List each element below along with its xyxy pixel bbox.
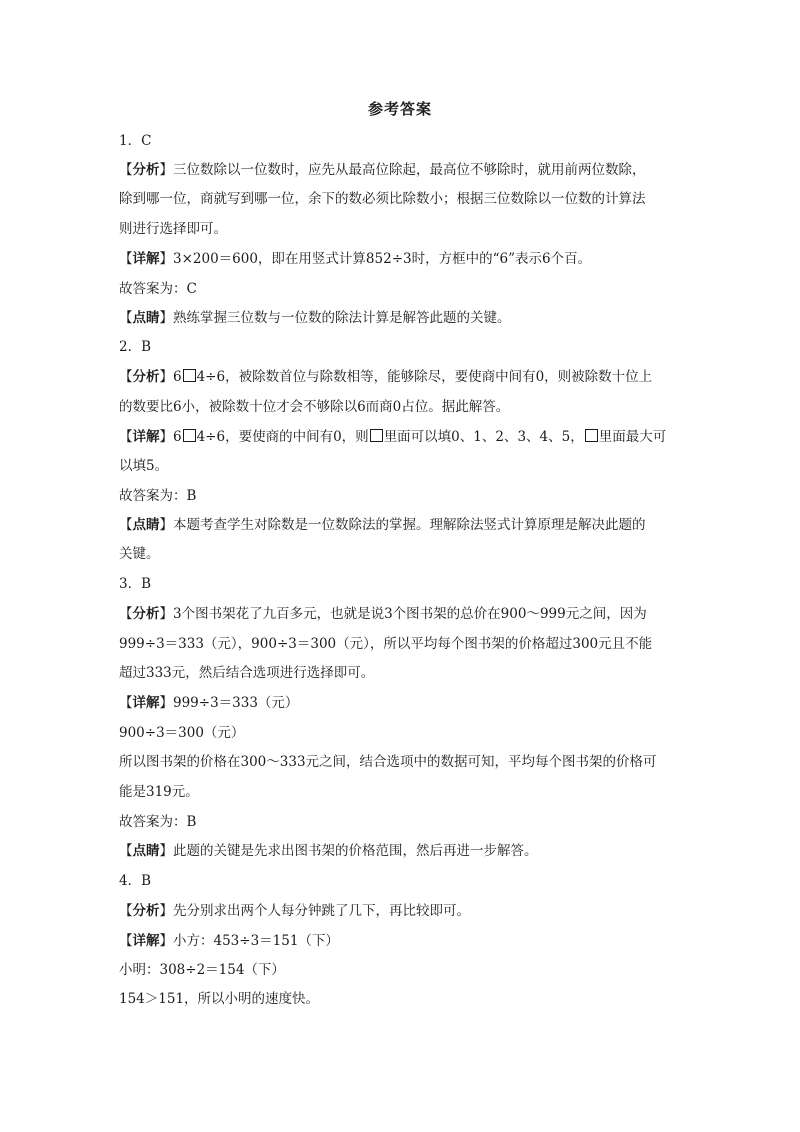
- q4-detail-text-1: 小方：453÷3＝151（下）: [173, 933, 339, 949]
- q4-detail-line-2: 小明：308÷2＝154（下）: [119, 962, 285, 978]
- q2-analysis-line-1: 【分析】6 4÷6，被除数首位与除数相等，能够除尽，要使商中间有0，则被除数十位上: [119, 369, 653, 385]
- q4-detail-line-3: 154＞151，所以小明的速度快。: [119, 991, 320, 1007]
- q1-point-line-1: 【点睛】熟练掌握三位数与一位数的除法计算是解答此题的关键。: [119, 310, 511, 326]
- q2-detail-text-1d: 里面最大可: [598, 429, 667, 445]
- q2-answer: 故答案为：B: [119, 488, 197, 504]
- q3-analysis-line-2: 999÷3＝333（元），900÷3＝300（元），所以平均每个图书架的价格超过300元且不能: [119, 636, 653, 652]
- blank-square-icon: [370, 429, 383, 442]
- q1-analysis-line-1: 【分析】三位数除以一位数时，应先从最高位除起，最高位不够除时，就用前两位数除，: [119, 162, 646, 178]
- q2-analysis-tag: 分析: [132, 369, 160, 385]
- q1-point-tag: 点睛: [132, 310, 160, 326]
- q2-point-line-1: 【点睛】本题考查学生对除数是一位数除法的掌握。理解除法竖式计算原理是解决此题的: [119, 517, 646, 533]
- q3-detail-line-2: 900÷3＝300（元）: [119, 725, 245, 741]
- q4-analysis-text-1: 先分别求出两个人每分钟跳了几下，再比较即可。: [173, 903, 470, 919]
- q3-point-text-1: 此题的关键是先求出图书架的价格范围，然后再进一步解答。: [173, 843, 538, 859]
- q3-detail-line-3: 所以图书架的价格在300～333元之间，结合选项中的数据可知，平均每个图书架的价格可: [119, 754, 657, 770]
- q2-analysis-text-1a: 6: [173, 369, 182, 385]
- q3-detail-text-1: 999÷3＝333（元）: [173, 695, 299, 711]
- q2-analysis-text-1b: 4÷6，被除数首位与除数相等，能够除尽，要使商中间有0，则被除数十位上: [196, 369, 653, 385]
- q3-detail-tag: 详解: [132, 695, 160, 711]
- q2-point-line-2: 关键。: [119, 546, 160, 562]
- q2-detail-text-1b: 4÷6，要使商的中间有0，则: [196, 429, 369, 445]
- q3-point-line-1: 【点睛】此题的关键是先求出图书架的价格范围，然后再进一步解答。: [119, 843, 538, 859]
- q3-analysis-line-3: 超过333元，然后结合选项进行选择即可。: [119, 665, 375, 681]
- q1-analysis-tag: 分析: [132, 162, 160, 178]
- q3-analysis-line-1: 【分析】3个图书架花了九百多元，也就是说3个图书架的总价在900～999元之间，因为: [119, 606, 647, 622]
- q3-point-tag: 点睛: [132, 843, 160, 859]
- q2-point-tag: 点睛: [132, 517, 160, 533]
- q2-heading: 2．B: [119, 339, 152, 355]
- q1-heading: 1．C: [119, 133, 152, 149]
- q4-analysis-tag: 分析: [132, 903, 160, 919]
- q3-heading: 3．B: [119, 576, 152, 592]
- page-title: 参考答案: [367, 100, 432, 118]
- q1-detail-text-1: 3×200＝600，即在用竖式计算852÷3时，方框中的“6”表示6个百。: [173, 251, 592, 267]
- q1-analysis-line-3: 则进行选择即可。: [119, 221, 227, 237]
- q3-detail-line-4: 能是319元。: [119, 784, 199, 800]
- q1-detail-line-1: 【详解】3×200＝600，即在用竖式计算852÷3时，方框中的“6”表示6个百。: [119, 251, 592, 267]
- q2-detail-line-2: 以填5。: [119, 458, 169, 474]
- q1-analysis-text-1: 三位数除以一位数时，应先从最高位除起，最高位不够除时，就用前两位数除，: [173, 162, 646, 178]
- blank-square-icon: [183, 429, 196, 442]
- q2-detail-tag: 详解: [132, 429, 160, 445]
- blank-square-icon: [183, 369, 196, 382]
- q3-analysis-tag: 分析: [132, 606, 160, 622]
- q3-answer: 故答案为：B: [119, 814, 197, 830]
- q2-point-text-1: 本题考查学生对除数是一位数除法的掌握。理解除法竖式计算原理是解决此题的: [173, 517, 646, 533]
- q4-detail-line-1: 【详解】小方：453÷3＝151（下）: [119, 933, 339, 949]
- q3-analysis-text-1: 3个图书架花了九百多元，也就是说3个图书架的总价在900～999元之间，因为: [173, 606, 647, 622]
- q2-detail-text-1a: 6: [173, 429, 182, 445]
- q3-detail-line-1: 【详解】999÷3＝333（元）: [119, 695, 299, 711]
- q1-detail-tag: 详解: [132, 251, 160, 267]
- q4-heading: 4．B: [119, 873, 152, 889]
- blank-square-icon: [585, 429, 598, 442]
- q4-analysis-line-1: 【分析】先分别求出两个人每分钟跳了几下，再比较即可。: [119, 903, 470, 919]
- q1-answer: 故答案为：C: [119, 281, 197, 297]
- q1-analysis-line-2: 除到哪一位，商就写到哪一位，余下的数必须比除数小；根据三位数除以一位数的计算法: [119, 191, 646, 207]
- q2-detail-line-1: 【详解】6 4÷6，要使商的中间有0，则 里面可以填0、1、2、3、4、5， 里面最大可: [119, 429, 667, 445]
- q2-analysis-line-2: 的数要比6小，被除数十位才会不够除以6而商0占位。据此解答。: [119, 399, 510, 415]
- q2-detail-text-1c: 里面可以填0、1、2、3、4、5，: [383, 429, 584, 445]
- q1-point-text-1: 熟练掌握三位数与一位数的除法计算是解答此题的关键。: [173, 310, 511, 326]
- q4-detail-tag: 详解: [132, 933, 160, 949]
